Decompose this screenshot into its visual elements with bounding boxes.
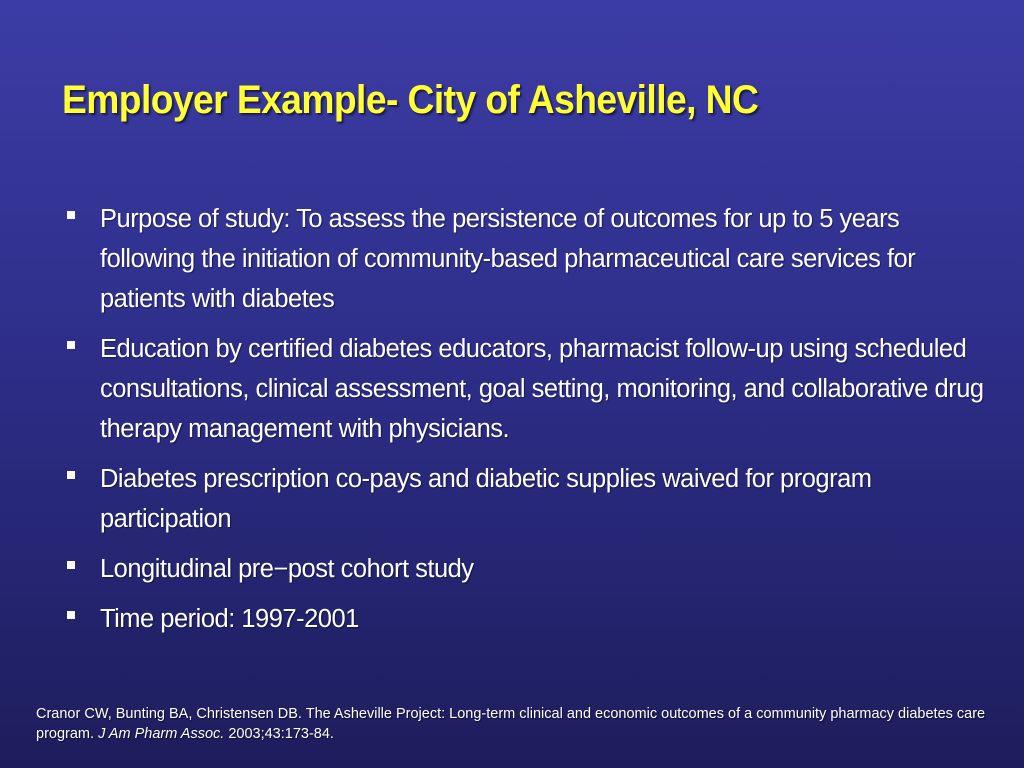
citation-details: 2003;43:173-84. bbox=[224, 726, 334, 742]
bullet-item-copays bbox=[62, 459, 992, 539]
square-bullet-icon bbox=[67, 341, 75, 349]
bullet-list bbox=[62, 199, 992, 649]
citation-text: Cranor CW, Bunting BA, Christensen DB. The Asheville Project: Long-term clinical and economic outcomes of a community pharmacy diabetes care program. bbox=[36, 706, 986, 742]
citation bbox=[36, 704, 986, 744]
bullet-item-time-period bbox=[62, 599, 992, 639]
square-bullet-icon bbox=[67, 611, 75, 619]
bullet-text: Longitudinal pre−post cohort study bbox=[100, 555, 474, 583]
slide-title: Employer Example- City of Asheville, NC bbox=[62, 78, 759, 122]
bullet-item-study-type bbox=[62, 549, 992, 589]
bullet-item-purpose bbox=[62, 199, 992, 319]
bullet-item-education bbox=[62, 329, 992, 449]
bullet-text: Diabetes prescription co-pays and diabetic supplies waived for program participation bbox=[100, 465, 872, 533]
square-bullet-icon bbox=[67, 561, 75, 569]
square-bullet-icon bbox=[67, 471, 75, 479]
citation-journal: J Am Pharm Assoc. bbox=[98, 726, 225, 742]
square-bullet-icon bbox=[67, 211, 75, 219]
bullet-text: Purpose of study: To assess the persistence of outcomes for up to 5 years following the initiation of community-based pharmaceutical care services for patients with diabetes bbox=[100, 205, 916, 313]
bullet-text: Time period: 1997-2001 bbox=[100, 605, 359, 633]
bullet-text: Education by certified diabetes educators, pharmacist follow-up using scheduled consultations, clinical assessment, goal setting, monitoring, and collaborative drug therapy management with physicians. bbox=[100, 335, 984, 443]
